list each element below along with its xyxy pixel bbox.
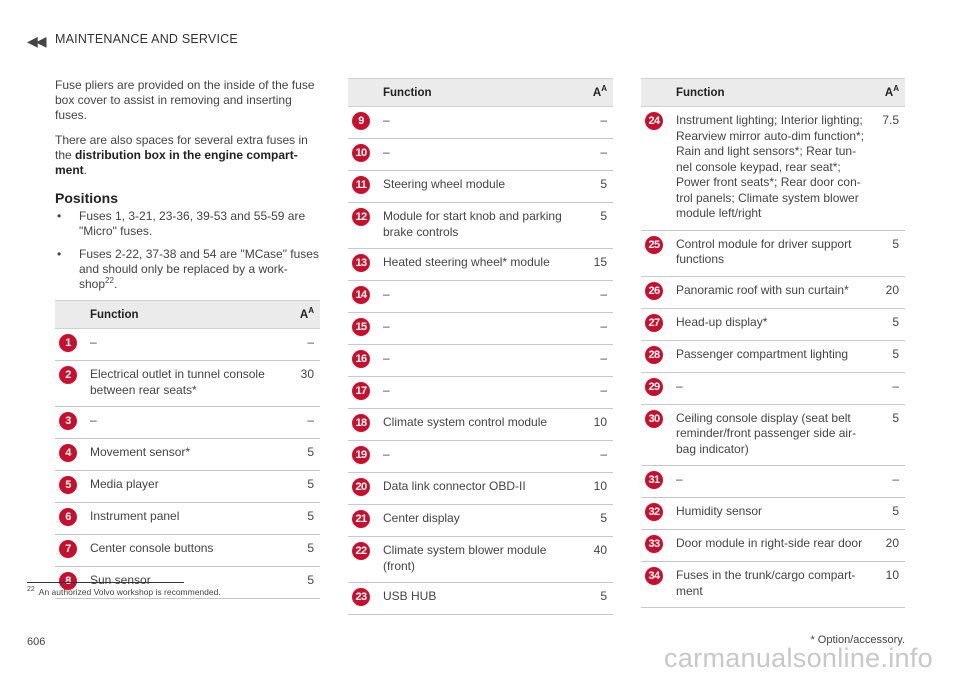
bullet-icon: • [57, 247, 62, 261]
fuse-number-badge: 22 [352, 542, 370, 560]
fuse-ampere-cell: 30 [284, 361, 320, 407]
fuse-function-cell: Ceiling console display (seat belt reminder/front passenger side air-bag indicator) [672, 404, 869, 466]
fuse-number-badge: 7 [59, 540, 77, 558]
fuse-ampere-cell: – [577, 107, 613, 139]
option-accessory-note: * Option/accessory. [810, 634, 905, 646]
fuse-ampere-cell: 5 [284, 439, 320, 471]
fuse-function-cell: Instrument panel [86, 503, 284, 535]
fuse-number-badge: 13 [352, 254, 370, 272]
fuse-number-badge: 19 [352, 446, 370, 464]
fuse-ampere-cell: 5 [284, 503, 320, 535]
fuse-table-3-body [641, 107, 905, 608]
footnote-number: 22 [27, 586, 35, 594]
table-row [641, 308, 905, 340]
fuse-number-badge: 32 [645, 503, 663, 521]
fuse-number-cell [55, 439, 86, 471]
fuse-ampere-cell: – [284, 329, 320, 361]
fuse-number-cell [641, 372, 672, 404]
table-row [641, 466, 905, 498]
fuse-number-cell [348, 249, 379, 281]
fuse-ampere-cell: – [577, 313, 613, 345]
fuse-number-badge: 10 [352, 144, 370, 162]
ampere-superscript: A [893, 83, 899, 93]
fuse-number-badge: 9 [352, 112, 370, 130]
table-header-row [348, 79, 613, 107]
fuse-function-cell: Passenger compartment lighting [672, 340, 869, 372]
fuse-ampere-cell: 5 [577, 583, 613, 615]
fuse-function-cell: Control module for driver support functions [672, 230, 869, 276]
header-ampere [869, 79, 905, 107]
fuse-number-cell [348, 505, 379, 537]
fuse-number-badge: 27 [645, 314, 663, 332]
fuse-ampere-cell: – [284, 407, 320, 439]
fuse-function-cell: Instrument lighting; Interior lighting; Rearview mirror auto-dim function*; Rain and light sensors*; Rear tun-nel console keypad, rear seat*; Power front seats*; Rear door con-trol panels; Climate system blower module left/right [672, 107, 869, 231]
fuse-number-cell [348, 537, 379, 583]
fuse-ampere-cell: 15 [577, 249, 613, 281]
fuse-number-badge: 15 [352, 318, 370, 336]
fuse-function-cell: Media player [86, 471, 284, 503]
header-ampere [577, 79, 613, 107]
footnote-divider [27, 582, 184, 583]
fuse-function-cell: Humidity sensor [672, 498, 869, 530]
intro-paragraph-2-pre: There are also spaces for several extra fuses in the [55, 133, 308, 162]
table-row [641, 372, 905, 404]
fuse-number-cell [348, 139, 379, 171]
table-row [55, 361, 320, 407]
fuse-ampere-cell: – [577, 377, 613, 409]
fuse-number-cell [348, 409, 379, 441]
fuse-ampere-cell: – [577, 281, 613, 313]
table-row [348, 583, 613, 615]
back-nav-icon[interactable]: ◀◀ [27, 33, 45, 49]
fuse-table-1-body [55, 329, 320, 599]
ampere-superscript: A [308, 305, 314, 315]
table-row [641, 340, 905, 372]
fuse-ampere-cell: 5 [284, 471, 320, 503]
fuse-number-cell [641, 498, 672, 530]
fuse-number-cell [55, 535, 86, 567]
table-row [348, 377, 613, 409]
bullet-text: Fuses 2-22, 37-38 and 54 are "MCase" fuses and should only be replaced by a work-shop [79, 247, 319, 291]
table-row [348, 505, 613, 537]
table-row [55, 535, 320, 567]
fuse-ampere-cell: 5 [869, 230, 905, 276]
fuse-ampere-cell: – [869, 372, 905, 404]
footnote [27, 587, 221, 597]
fuse-function-cell: – [672, 372, 869, 404]
fuse-ampere-cell: 5 [869, 340, 905, 372]
footnote-ref[interactable]: 22 [105, 276, 114, 285]
bullet-text: Fuses 1, 3-21, 23-36, 39-53 and 55-59 are "Micro" fuses. [79, 209, 306, 238]
fuse-number-badge: 8 [59, 572, 77, 590]
fuse-function-cell: – [379, 281, 577, 313]
fuse-number-cell [348, 583, 379, 615]
fuse-number-cell [641, 466, 672, 498]
column-1 [55, 78, 320, 599]
fuse-number-badge: 29 [645, 378, 663, 396]
table-row [348, 537, 613, 583]
fuse-function-cell: – [379, 377, 577, 409]
table-row [641, 498, 905, 530]
table-row [348, 409, 613, 441]
fuse-number-badge: 28 [645, 346, 663, 364]
fuse-number-cell [641, 562, 672, 608]
fuse-function-cell: Panoramic roof with sun curtain* [672, 276, 869, 308]
table-row [348, 345, 613, 377]
fuse-ampere-cell: – [577, 441, 613, 473]
table-row [348, 203, 613, 249]
fuse-number-cell [641, 107, 672, 231]
list-item [55, 247, 320, 292]
watermark: carmanualsonline.info [664, 643, 933, 673]
fuse-number-cell [55, 407, 86, 439]
fuse-ampere-cell: 5 [577, 505, 613, 537]
table-row [641, 404, 905, 466]
fuse-function-cell: Climate system blower module (front) [379, 537, 577, 583]
distribution-box-reference: distribution box in the engine compart-ment [55, 148, 298, 177]
fuse-function-cell: USB HUB [379, 583, 577, 615]
ampere-symbol: A [299, 308, 309, 321]
table-row [348, 107, 613, 139]
fuse-function-cell: Climate system control module [379, 409, 577, 441]
fuse-number-badge: 12 [352, 208, 370, 226]
fuse-ampere-cell: 20 [869, 530, 905, 562]
fuse-number-cell [348, 107, 379, 139]
intro-paragraph-1: Fuse pliers are provided on the inside of the fuse box cover to assist in removing and inserting fuses. [55, 78, 315, 122]
table-row [55, 407, 320, 439]
fuse-number-badge: 30 [645, 410, 663, 428]
header-number-cell [348, 79, 379, 107]
bullet-icon: • [57, 209, 62, 223]
fuse-function-cell: – [379, 107, 577, 139]
fuse-function-cell: – [379, 313, 577, 345]
fuse-ampere-cell: 10 [577, 409, 613, 441]
header-function: Function [383, 86, 432, 99]
table-row [55, 471, 320, 503]
header-function: Function [90, 308, 139, 321]
fuse-number-badge: 17 [352, 382, 370, 400]
fuse-function-cell: Module for start knob and parking brake controls [379, 203, 577, 249]
table-row [55, 439, 320, 471]
fuse-number-badge: 16 [352, 350, 370, 368]
fuse-table-2 [348, 78, 613, 615]
fuse-function-cell: Electrical outlet in tunnel console between rear seats* [86, 361, 284, 407]
fuse-function-cell: Fuses in the trunk/cargo compart-ment [672, 562, 869, 608]
section-title: MAINTENANCE AND SERVICE [55, 32, 238, 46]
fuse-function-cell: – [379, 139, 577, 171]
table-row [348, 281, 613, 313]
fuse-number-badge: 3 [59, 412, 77, 430]
fuse-ampere-cell: 10 [869, 562, 905, 608]
fuse-number-badge: 5 [59, 476, 77, 494]
header-number-cell [641, 79, 672, 107]
fuse-function-cell: – [86, 407, 284, 439]
table-row [348, 441, 613, 473]
fuse-function-cell: Head-up display* [672, 308, 869, 340]
intro-paragraph-2-post: . [83, 163, 88, 177]
ampere-superscript: A [601, 83, 607, 93]
fuse-number-cell [348, 441, 379, 473]
fuse-number-badge: 26 [645, 282, 663, 300]
fuse-number-badge: 6 [59, 508, 77, 526]
fuse-ampere-cell: 5 [869, 404, 905, 466]
fuse-function-cell: – [86, 329, 284, 361]
fuse-function-cell: Sun sensor [86, 567, 284, 599]
fuse-number-badge: 23 [352, 588, 370, 606]
table-row [55, 329, 320, 361]
fuse-number-cell [55, 471, 86, 503]
table-row [348, 473, 613, 505]
fuse-number-badge: 21 [352, 510, 370, 528]
fuse-function-cell: Heated steering wheel* module [379, 249, 577, 281]
fuse-number-badge: 4 [59, 444, 77, 462]
fuse-number-cell [641, 530, 672, 562]
fuse-ampere-cell: 40 [577, 537, 613, 583]
header-function: Function [676, 86, 725, 99]
table-row [641, 530, 905, 562]
table-row [641, 107, 905, 231]
table-row [641, 230, 905, 276]
fuse-ampere-cell: 10 [577, 473, 613, 505]
fuse-ampere-cell: – [577, 345, 613, 377]
bullet-text-end: . [113, 277, 118, 291]
fuse-number-cell [641, 230, 672, 276]
list-item [55, 209, 320, 239]
fuse-number-cell [348, 281, 379, 313]
intro-paragraph-2 [55, 133, 320, 178]
fuse-number-cell [641, 308, 672, 340]
fuse-ampere-cell: 5 [284, 535, 320, 567]
fuse-table-3 [641, 78, 905, 608]
fuse-function-cell: Steering wheel module [379, 171, 577, 203]
fuse-number-cell [348, 203, 379, 249]
header-number-cell [55, 301, 86, 329]
table-header-row [55, 301, 320, 329]
table-row [348, 171, 613, 203]
header-ampere [284, 301, 320, 329]
fuse-number-cell [55, 503, 86, 535]
fuse-number-badge: 34 [645, 567, 663, 585]
fuse-ampere-cell: 5 [284, 567, 320, 599]
fuse-number-badge: 1 [59, 334, 77, 352]
column-3 [641, 78, 905, 608]
fuse-function-cell: Center console buttons [86, 535, 284, 567]
table-row [348, 139, 613, 171]
page-number: 606 [27, 636, 46, 648]
fuse-number-badge: 25 [645, 236, 663, 254]
fuse-function-cell: Data link connector OBD-II [379, 473, 577, 505]
column-2 [348, 78, 613, 615]
fuse-function-cell: – [672, 466, 869, 498]
fuse-ampere-cell: 20 [869, 276, 905, 308]
table-row [348, 249, 613, 281]
positions-heading: Positions [55, 190, 119, 206]
fuse-number-cell [641, 340, 672, 372]
fuse-number-badge: 14 [352, 286, 370, 304]
ampere-symbol: A [884, 86, 894, 99]
fuse-number-badge: 31 [645, 471, 663, 489]
fuse-number-cell [641, 404, 672, 466]
fuse-table-2-body [348, 107, 613, 615]
fuse-function-cell: – [379, 345, 577, 377]
fuse-number-cell [348, 377, 379, 409]
fuse-number-cell [348, 171, 379, 203]
fuse-function-cell: Center display [379, 505, 577, 537]
fuse-ampere-cell: 5 [577, 203, 613, 249]
fuse-ampere-cell: – [577, 139, 613, 171]
table-row [641, 276, 905, 308]
table-header-row [641, 79, 905, 107]
fuse-ampere-cell: 7.5 [869, 107, 905, 231]
table-row [641, 562, 905, 608]
fuse-ampere-cell: 5 [869, 498, 905, 530]
fuse-ampere-cell: – [869, 466, 905, 498]
fuse-number-badge: 2 [59, 366, 77, 384]
table-row [55, 503, 320, 535]
fuse-table-1 [55, 300, 320, 599]
fuse-function-cell: – [379, 441, 577, 473]
fuse-ampere-cell: 5 [577, 171, 613, 203]
footnote-text: An authorized Volvo workshop is recommended. [38, 587, 221, 597]
fuse-number-cell [641, 276, 672, 308]
fuse-number-badge: 11 [352, 176, 370, 194]
fuse-number-cell [348, 345, 379, 377]
fuse-number-badge: 24 [645, 112, 663, 130]
fuse-number-badge: 18 [352, 414, 370, 432]
fuse-ampere-cell: 5 [869, 308, 905, 340]
ampere-symbol: A [592, 86, 602, 99]
fuse-number-badge: 20 [352, 478, 370, 496]
fuse-number-cell [348, 473, 379, 505]
fuse-number-cell [55, 361, 86, 407]
fuse-number-cell [55, 329, 86, 361]
positions-list [55, 209, 320, 292]
fuse-function-cell: Door module in right-side rear door [672, 530, 869, 562]
table-row [348, 313, 613, 345]
fuse-number-badge: 33 [645, 535, 663, 553]
fuse-number-cell [348, 313, 379, 345]
fuse-function-cell: Movement sensor* [86, 439, 284, 471]
